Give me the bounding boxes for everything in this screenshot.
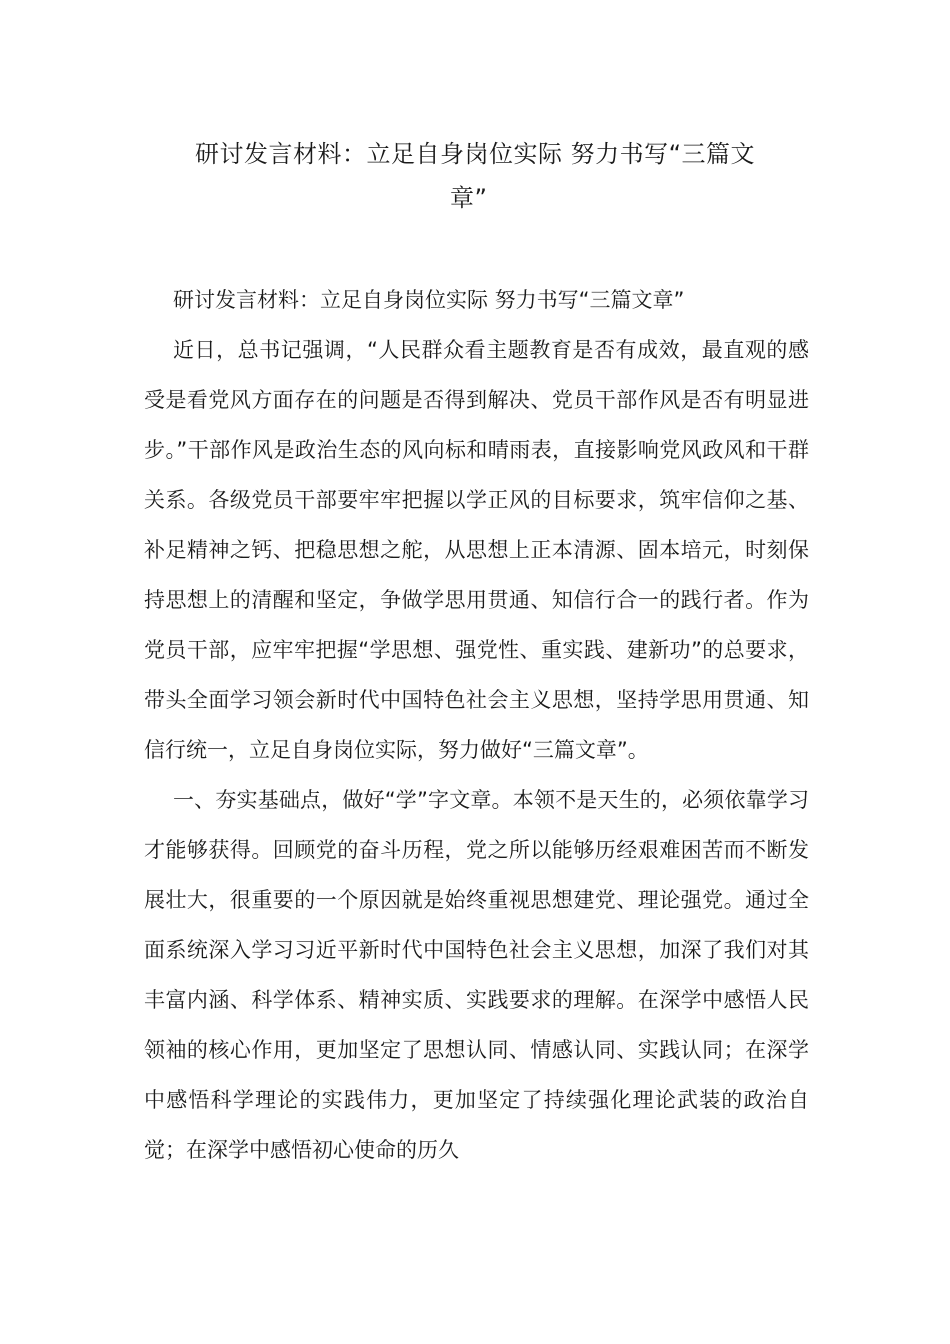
document-title-line1: 研讨发言材料：立足自身岗位实际 努力书写“三篇文 [195, 140, 756, 168]
document-title-line2: 章” [450, 184, 488, 212]
paragraph-subtitle: 研讨发言材料：立足自身岗位实际 努力书写“三篇文章” [173, 288, 685, 312]
document-body [144, 275, 809, 1175]
paragraph-intro: 近日，总书记强调，“人民群众看主题教育是否有成效，最直观的感受是看党风方面存在的问题是否得到解决、党员干部作风是否有明显进步。”干部作风是政治生态的风向标和晴雨表，直接影响党风政风和干群关系。各级党员干部要牢牢把握以学正风的目标要求，筑牢信仰之基、补足精神之钙、把稳思想之舵，从思想上正本清源、固本培元，时刻保持思想上的清醒和坚定，争做学思用贯通、知信行合一的践行者。作为党员干部，应牢牢把握“学思想、强党性、重实践、建新功”的总要求，带头全面学习领会新时代中国特色社会主义思想，坚持学思用贯通、知信行统一，立足自身岗位实际，努力做好“三篇文章”。 [144, 338, 809, 762]
document-title [195, 132, 815, 220]
paragraph-section-1: 一、夯实基础点，做好“学”字文章。本领不是天生的，必须依靠学习才能够获得。回顾党的奋斗历程，党之所以能够历经艰难困苦而不断发展壮大，很重要的一个原因就是始终重视思想建党、理论强党。通过全面系统深入学习习近平新时代中国特色社会主义思想，加深了我们对其丰富内涵、科学体系、精神实质、实践要求的理解。在深学中感悟人民领袖的核心作用，更加坚定了思想认同、情感认同、实践认同；在深学中感悟科学理论的实践伟力，更加坚定了持续强化理论武装的政治自觉；在深学中感悟初心使命的历久 [144, 788, 809, 1162]
